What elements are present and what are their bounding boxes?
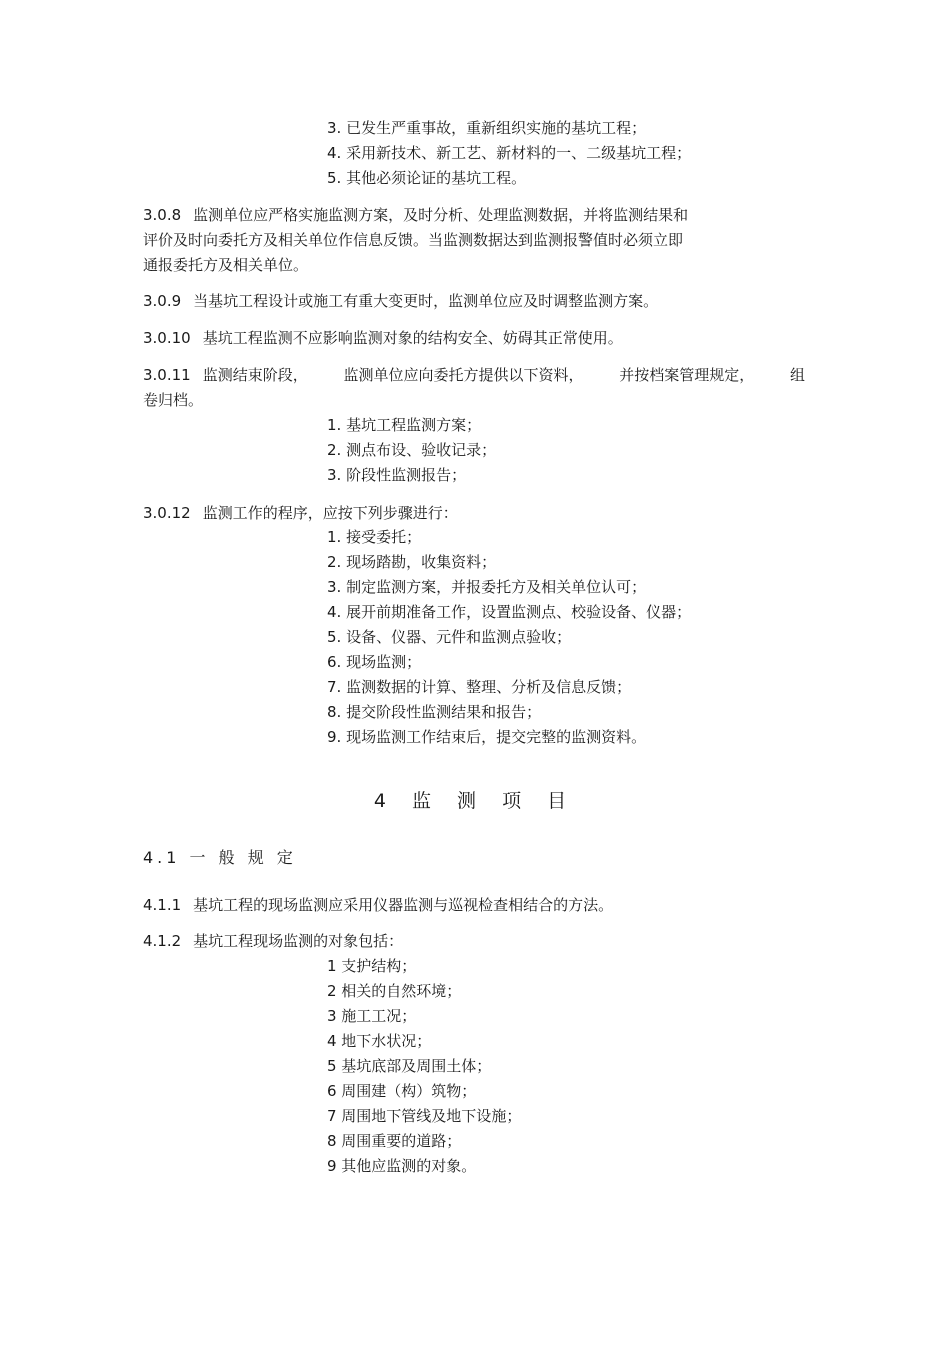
- clause-number: 4.1.2: [143, 932, 182, 950]
- list-item: 5. 设备、仪器、元件和监测点验收；: [327, 628, 572, 646]
- clause-3-0-11: [143, 363, 808, 413]
- clause-text: 并按档案管理规定，: [619, 366, 755, 384]
- clause-text: 监测单位应严格实施监测方案，及时分析、处理监测数据，并将监测结果和: [193, 206, 689, 224]
- list-item: 8 周围重要的道路；: [327, 1132, 462, 1150]
- section-heading: 4.1 一 般 规 定: [143, 848, 297, 867]
- clause-number: 3.0.12: [143, 504, 191, 522]
- clause-number: 3.0.11: [143, 366, 191, 384]
- list-item: 2. 现场踏勘，收集资料；: [327, 553, 497, 571]
- clause-text: 基坑工程监测不应影响监测对象的结构安全、妨碍其正常使用。: [202, 329, 623, 347]
- list-item: 6. 现场监测；: [327, 653, 422, 671]
- clause-text: 卷归档。: [143, 391, 204, 409]
- list-item: 5. 其他必须论证的基坑工程。: [327, 169, 527, 187]
- clause-text: 监测单位应向委托方提供以下资料，: [343, 366, 584, 384]
- list-item: 4 地下水状况；: [327, 1032, 432, 1050]
- list-item: 4. 展开前期准备工作，设置监测点、校验设备、仪器；: [327, 603, 692, 621]
- list-item: 5 基坑底部及周围土体；: [327, 1057, 492, 1075]
- list-item: 2. 测点布设、验收记录；: [327, 441, 497, 459]
- list-item: 7 周围地下管线及地下设施；: [327, 1107, 522, 1125]
- clause-text: 基坑工程的现场监测应采用仪器监测与巡视检查相结合的方法。: [193, 896, 614, 914]
- clause-4-1-2: [143, 929, 808, 954]
- list-item: 3. 阶段性监测报告；: [327, 466, 467, 484]
- clause-number: 4.1.1: [143, 896, 182, 914]
- list-item: 2 相关的自然环境；: [327, 982, 462, 1000]
- list-item: 3. 已发生严重事故，重新组织实施的基坑工程；: [327, 119, 647, 137]
- clause-number: 3.0.10: [143, 329, 191, 347]
- clause-text: 评价及时向委托方及相关单位作信息反馈。当监测数据达到监测报警值时必须立即: [143, 231, 684, 249]
- clause-text: 基坑工程现场监测的对象包括：: [193, 932, 404, 950]
- clause-3-0-8: [143, 203, 808, 278]
- clause-number: 3.0.9: [143, 292, 182, 310]
- list-item: 1. 基坑工程监测方案；: [327, 416, 482, 434]
- clause-3-0-10: [143, 326, 808, 351]
- clause-text: 通报委托方及相关单位。: [143, 256, 309, 274]
- clause-text: 当基坑工程设计或施工有重大变更时，监测单位应及时调整监测方案。: [193, 292, 659, 310]
- list-block1: [327, 116, 691, 191]
- list-item: 1 支护结构；: [327, 957, 417, 975]
- list-3-0-11: [327, 413, 496, 488]
- list-item: 1. 接受委托；: [327, 528, 422, 546]
- list-item: 9. 现场监测工作结束后，提交完整的监测资料。: [327, 728, 647, 746]
- clause-text: 监测结束阶段，: [202, 366, 308, 384]
- clause-3-0-12: [143, 501, 808, 526]
- list-item: 8. 提交阶段性监测结果和报告；: [327, 703, 542, 721]
- chapter-heading: 4 监 测 项 目: [373, 790, 577, 812]
- list-3-0-12: [327, 525, 691, 750]
- clause-text: 监测工作的程序，应按下列步骤进行：: [202, 504, 458, 522]
- clause-4-1-1: [143, 893, 808, 918]
- list-item: 6 周围建（构）筑物；: [327, 1082, 477, 1100]
- clause-number: 3.0.8: [143, 206, 182, 224]
- list-item: 4. 采用新技术、新工艺、新材料的一、二级基坑工程；: [327, 144, 692, 162]
- list-4-1-2: [327, 954, 521, 1179]
- list-item: 3 施工工况；: [327, 1007, 417, 1025]
- clause-3-0-9: [143, 289, 808, 314]
- list-item: 9 其他应监测的对象。: [327, 1157, 477, 1175]
- list-item: 7. 监测数据的计算、整理、分析及信息反馈；: [327, 678, 632, 696]
- list-item: 3. 制定监测方案，并报委托方及相关单位认可；: [327, 578, 647, 596]
- clause-text: 组: [789, 366, 805, 384]
